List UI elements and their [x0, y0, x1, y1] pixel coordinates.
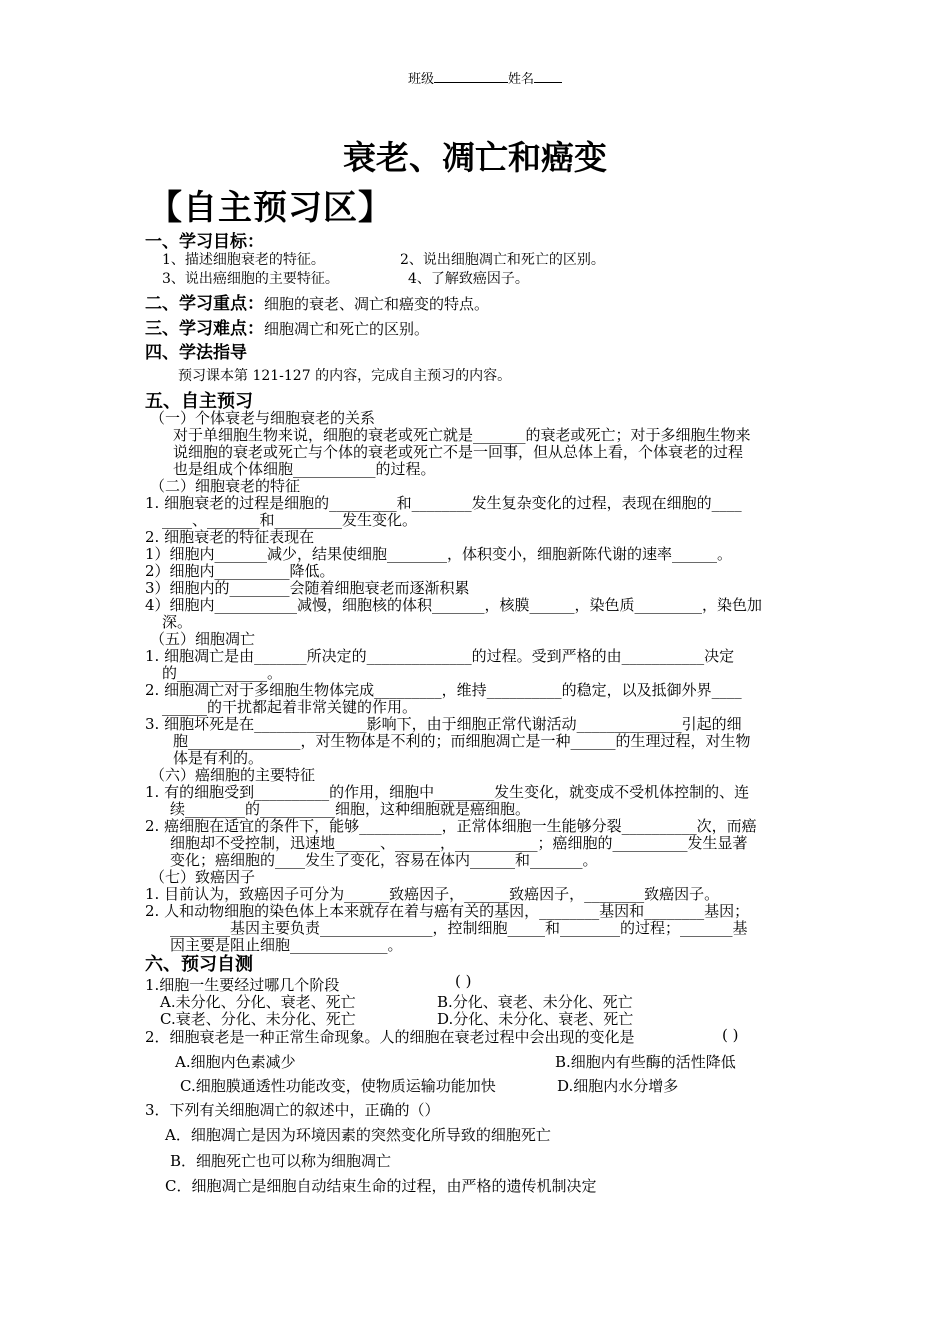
s5-line: 细胞却不受控制，迅速地______、______，___________；癌细胞的__________发生显著 — [170, 834, 748, 852]
question-2-answer-blank: ( ) — [722, 1026, 739, 1044]
goal-2: 2、说出细胞凋亡和死亡的区别。 — [400, 252, 605, 268]
s5-line: 4）细胞内___________减慢，细胞核的体积_______，核膜______，染色质_________，染色加 — [145, 596, 763, 614]
q2-option-d: D.细胞内水分增多 — [557, 1077, 679, 1095]
question-1: 1.细胞一生要经过哪几个阶段 — [145, 976, 340, 994]
s5-line: ______的干扰都起着非常关键的作用。 — [162, 698, 418, 716]
s5-line: ____、_______和_________发生变化。 — [162, 511, 418, 529]
section-2 — [145, 289, 489, 314]
s5-line: 说细胞的衰老或死亡与个体的衰老或死亡不是一回事，但从总体上看，个体衰老的过程 — [173, 443, 744, 461]
section-4-heading: 四、学法指导 — [145, 343, 247, 363]
q3-option-c: C．细胞凋亡是细胞自动结束生命的过程，由严格的遗传机制决定 — [165, 1177, 597, 1195]
s5-line: 2. 细胞衰老的特征表现在 — [145, 528, 315, 546]
s5-line: 3）细胞内的________会随着细胞衰老而逐渐积累 — [145, 579, 470, 597]
class-label: 班级 — [408, 72, 435, 87]
q2-option-c: C.细胞膜通透性功能改变，使物质运输功能加快 — [180, 1077, 496, 1095]
section-2-heading: 二、学习重点： — [145, 294, 264, 314]
question-2: 2．细胞衰老是一种正常生命现象。人的细胞在衰老过程中会出现的变化是 — [145, 1028, 635, 1046]
s5-line: 1. 细胞衰老的过程是细胞的_________和________发生复杂变化的过程，表现在细胞的____ — [145, 494, 742, 512]
s5-line: （五）细胞凋亡 — [150, 630, 256, 648]
s5-line: 对于单细胞生物来说，细胞的衰老或死亡就是_______的衰老或死亡；对于多细胞生物来 — [173, 426, 751, 444]
s5-line: 因主要是阻止细胞_____________。 — [170, 936, 403, 954]
zone-heading: 【自主预习区】 — [148, 188, 393, 228]
name-label: 姓名 — [508, 72, 535, 87]
q1-option-c: C.衰老、分化、未分化、死亡 — [160, 1010, 356, 1028]
section-4-text: 预习课本第 121-127 的内容，完成自主预习的内容。 — [178, 368, 512, 384]
q1-option-d: D.分化、未分化、衰老、死亡 — [437, 1010, 634, 1028]
goal-3: 3、说出癌细胞的主要特征。 — [162, 271, 339, 287]
s5-line: 变化；癌细胞的____发生了变化，容易在体内______和_______。 — [170, 851, 598, 869]
section-3-text: 细胞凋亡和死亡的区别。 — [264, 320, 430, 338]
s5-line: 深。 — [162, 613, 193, 631]
s5-line: （二）细胞衰老的特征 — [150, 477, 301, 495]
s5-line: 2. 细胞凋亡对于多细胞生物体完成_________，维持__________的稳定，以及抵御外界____ — [145, 681, 742, 699]
s5-line: 2）细胞内__________降低。 — [145, 562, 335, 580]
s5-line: 1. 细胞凋亡是由_______所决定的______________的过程。受到严格的由___________决定 — [145, 647, 735, 665]
s5-line: ________基因主要负责_______________，控制细胞_____和________的过程；_______基 — [170, 919, 748, 937]
s5-line: 2. 癌细胞在适宜的条件下，能够___________，正常体细胞一生能够分裂__________次，而癌 — [145, 817, 757, 835]
section-3-heading: 三、学习难点： — [145, 319, 264, 339]
s5-line: 1）细胞内_______减少，结果使细胞________，体积变小，细胞新陈代谢的速率______。 — [145, 545, 733, 563]
question-3: 3．下列有关细胞凋亡的叙述中，正确的（） — [145, 1101, 440, 1119]
q3-option-a: A．细胞凋亡是因为环境因素的突然变化所导致的细胞死亡 — [165, 1126, 551, 1144]
section-3 — [145, 314, 429, 339]
section-1-heading: 一、学习目标： — [145, 232, 264, 252]
q2-option-a: A.细胞内色素减少 — [175, 1053, 296, 1071]
s5-line: 也是组成个体细胞___________的过程。 — [173, 460, 436, 478]
s5-line: （七）致癌因子 — [150, 868, 256, 886]
question-1-answer-blank: ( ) — [455, 972, 472, 990]
class-blank — [434, 70, 508, 83]
q2-option-b: B.细胞内有些酶的活性降低 — [555, 1053, 736, 1071]
q3-option-b: B．细胞死亡也可以称为细胞凋亡 — [170, 1152, 392, 1170]
q1-option-b: B.分化、衰老、未分化、死亡 — [437, 993, 633, 1011]
name-blank — [534, 70, 562, 83]
s5-line: 1. 有的细胞受到__________的作用，细胞中________发生变化，就变成不受机体控制的、连 — [145, 783, 750, 801]
s5-line: 体是有利的。 — [173, 749, 264, 767]
s5-line: 胞_______________，对生物体是不利的；而细胞凋亡是一种______的生理过程，对生物 — [173, 732, 751, 750]
s5-line: 的____________。 — [162, 664, 283, 682]
s5-line: 续________的__________细胞，这种细胞就是癌细胞。 — [170, 800, 531, 818]
section-5-heading: 五、自主预习 — [145, 391, 253, 412]
section-2-text: 细胞的衰老、凋亡和癌变的特点。 — [264, 295, 490, 313]
s5-line: 2. 人和动物细胞的染色体上本来就存在着与癌有关的基因，________基因和________基因； — [145, 902, 750, 920]
s5-line: （一）个体衰老与细胞衰老的关系 — [150, 409, 376, 427]
s5-line: 1. 目前认为，致癌因子可分为______致癌因子，______致癌因子，________致癌因子。 — [145, 885, 720, 903]
goal-4: 4、了解致癌因子。 — [408, 271, 529, 287]
q1-option-a: A.未分化、分化、衰老、死亡 — [160, 993, 356, 1011]
class-name-header — [408, 68, 562, 87]
page-title: 衰老、凋亡和癌变 — [343, 138, 607, 177]
goal-1: 1、描述细胞衰老的特征。 — [162, 252, 325, 268]
s5-line: （六）癌细胞的主要特征 — [150, 766, 316, 784]
s5-line: 3. 细胞坏死是在_______________影响下，由于细胞正常代谢活动______________引起的细 — [145, 715, 742, 733]
section-6-heading: 六、预习自测 — [145, 954, 253, 975]
